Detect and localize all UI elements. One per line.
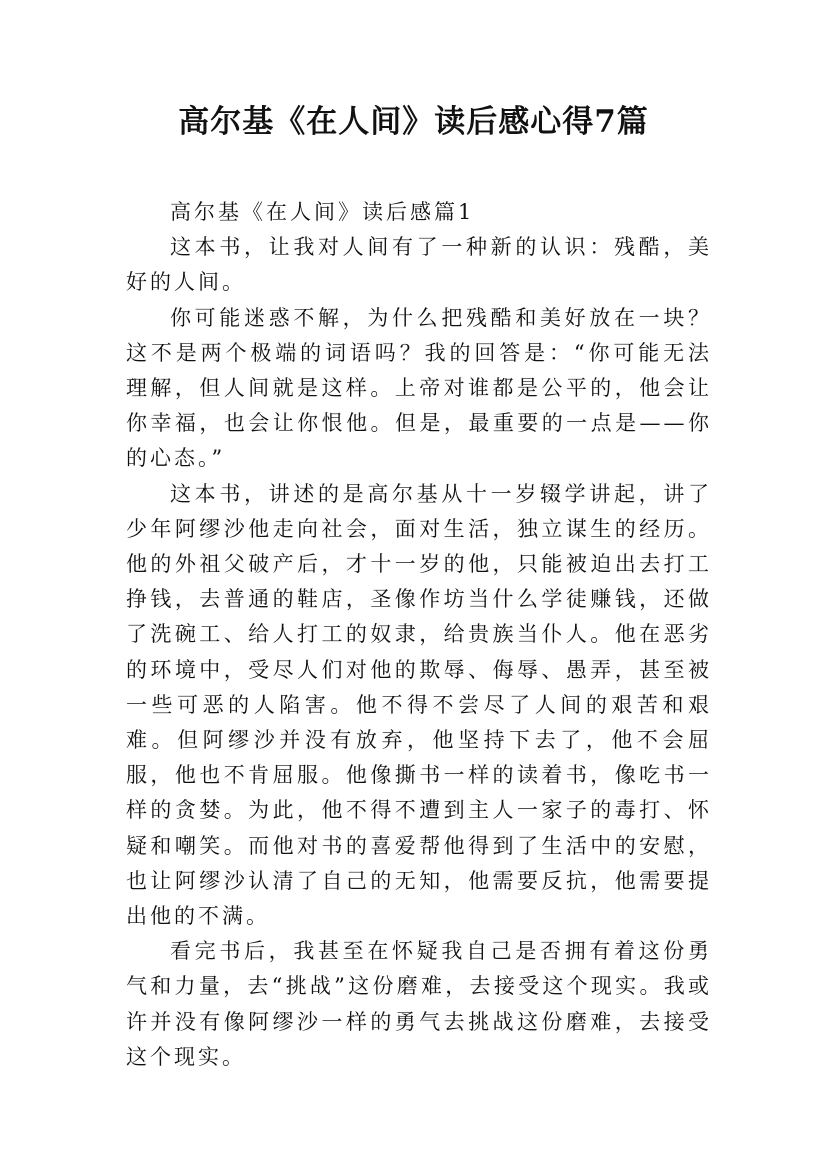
document-body xyxy=(126,195,712,1075)
document-title: 高尔基《在人间》读后感心得7篇 xyxy=(178,104,649,140)
paragraph-4: 看完书后，我甚至在怀疑我自己是否拥有着这份勇气和力量，去“挑战”这份磨难，去接受这个现实。我或许并没有像阿缪沙一样的勇气去挑战这份磨难，去接受这个现实。 xyxy=(126,939,712,1069)
paragraph-3: 这本书，讲述的是高尔基从十一岁辍学讲起，讲了少年阿缪沙他走向社会，面对生活，独立谋生的经历。他的外祖父破产后，才十一岁的他，只能被迫出去打工挣钱，去普通的鞋店，圣像作坊当什么学徒赚钱，还做了洗碗工、给人打工的奴隶，给贵族当仆人。他在恶劣的环境中，受尽人们对他的欺辱、侮辱、愚弄，甚至被一些可恶的人陷害。他不得不尝尽了人间的艰苦和艰难。但阿缪沙并没有放弃，他坚持下去了，他不会屈服，他也不肯屈服。他像撕书一样的读着书，像吃书一样的贪婪。为此，他不得不遭到主人一家子的毒打、怀疑和嘲笑。而他对书的喜爱帮他得到了生活中的安慰，也让阿缪沙认清了自己的无知，他需要反抗，他需要提出他的不满。 xyxy=(126,481,712,929)
paragraph-1: 这本书，让我对人间有了一种新的认识：残酷，美好的人间。 xyxy=(126,235,712,295)
section-heading: 高尔基《在人间》读后感篇1 xyxy=(170,200,475,224)
paragraph-2: 你可能迷惑不解，为什么把残酷和美好放在一块？这不是两个极端的词语吗？我的回答是：“你可能无法理解，但人间就是这样。上帝对谁都是公平的，他会让你幸福，也会让你恨他。但是，最重要的一点是——你的心态。” xyxy=(126,305,712,471)
